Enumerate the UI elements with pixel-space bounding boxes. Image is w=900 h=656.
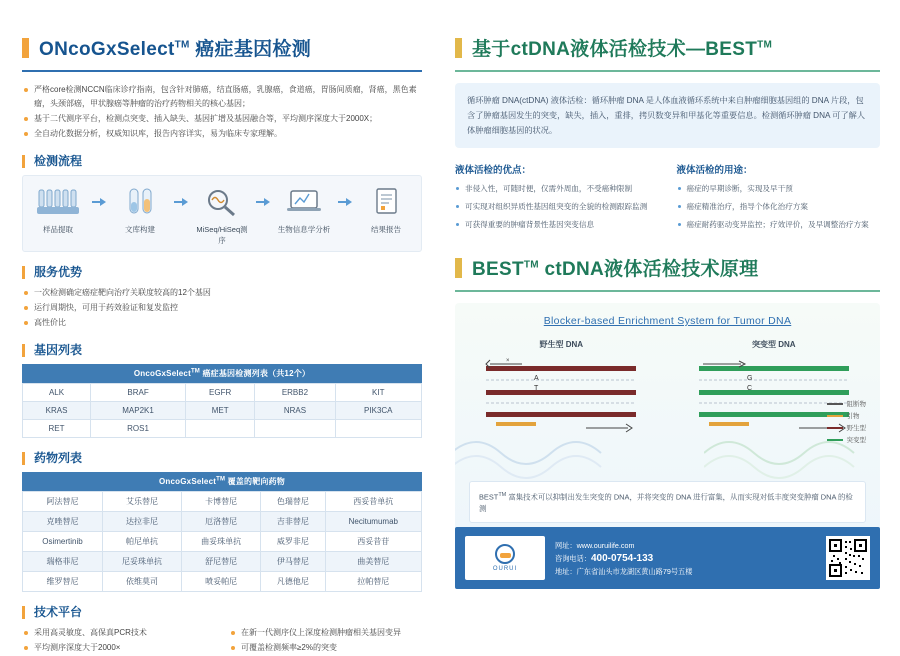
svg-text:A: A bbox=[534, 375, 539, 382]
legend-item-mutant bbox=[827, 435, 867, 444]
svg-text:T: T bbox=[534, 385, 539, 392]
tech-platform-right bbox=[229, 626, 422, 656]
advantages-uses-columns bbox=[455, 162, 880, 236]
intro-bullet-list bbox=[22, 83, 422, 141]
table-row bbox=[23, 384, 422, 402]
table-cell: 舒尼替尼 bbox=[182, 552, 261, 572]
section-title-tech-platform: 技术平台 bbox=[22, 606, 422, 619]
table-cell bbox=[335, 420, 421, 438]
table-cell: RET bbox=[23, 420, 91, 438]
tube-rack-icon bbox=[29, 184, 87, 220]
table-cell: 曲妥珠单抗 bbox=[182, 532, 261, 552]
table-cell: KIT bbox=[335, 384, 421, 402]
list-item: 严格core检测NCCN临床诊疗指南，包含针对肺癌，结直肠癌，乳腺癌，食道癌，胃肠间质瘤，肾癌，黑色素瘤，头颈部癌，甲状腺癌等肿瘤的治疗药物相关的核心基因； bbox=[22, 83, 422, 111]
principle-subtitle: Blocker-based Enrichment System for Tumor DNA bbox=[543, 315, 792, 327]
drug-table-caption bbox=[22, 472, 422, 491]
gene-table-caption-superscript: TM bbox=[190, 368, 201, 375]
legend-item-primer bbox=[827, 411, 867, 420]
legend-item-wildtype bbox=[827, 423, 867, 432]
report-icon bbox=[357, 184, 415, 220]
legend-swatch bbox=[827, 403, 843, 405]
table-cell: 依维莫司 bbox=[102, 572, 181, 592]
table-row bbox=[23, 512, 422, 532]
title-accent-bar-green-2 bbox=[455, 258, 462, 278]
legend-label: 野生型 bbox=[846, 425, 866, 432]
workflow-diagram bbox=[22, 175, 422, 252]
laptop-icon bbox=[275, 184, 333, 220]
principle-note bbox=[469, 481, 866, 523]
website-line bbox=[555, 539, 816, 552]
website-label: 网址： bbox=[555, 540, 577, 550]
table-cell: 拉帕替尼 bbox=[325, 572, 421, 592]
flow-arrow-1 bbox=[91, 184, 107, 220]
sequencer-icon bbox=[193, 184, 251, 220]
wild-type-label: 野生型 DNA bbox=[539, 340, 584, 349]
tech-platform-columns bbox=[22, 626, 422, 656]
table-cell: 西妥昔苷 bbox=[325, 532, 421, 552]
website-value[interactable]: www.ouruilife.com bbox=[576, 540, 635, 550]
service-advantage-list bbox=[22, 286, 422, 330]
table-row bbox=[23, 572, 422, 592]
advantages-list bbox=[455, 182, 659, 231]
tech-left-list bbox=[22, 626, 215, 655]
table-cell: 西妥昔单抗 bbox=[325, 492, 421, 512]
table-cell: 凡德他尼 bbox=[261, 572, 325, 592]
principle-diagram-panel bbox=[455, 303, 880, 535]
list-item: 癌症耐药驱动变异监控；疗效评价，及早调整治疗方案 bbox=[677, 218, 881, 231]
section-title-gene-list: 基因列表 bbox=[22, 344, 422, 357]
flow-step-3 bbox=[193, 184, 251, 246]
table-cell: 喷妥帕尼 bbox=[182, 572, 261, 592]
table-cell bbox=[186, 420, 255, 438]
list-item: 平均测序深度大于2000× bbox=[22, 641, 215, 655]
table-cell: 色瑞替尼 bbox=[261, 492, 325, 512]
flow-step-4 bbox=[275, 184, 333, 235]
principle-note-rest: 富集技术可以抑制出发生突变的 DNA，并将突变的 DNA 进行富集，从而实现对低丰度突变肿瘤 DNA 的检测 bbox=[479, 492, 853, 513]
principle-title-superscript: TM bbox=[523, 259, 539, 271]
list-item: 癌症精准治疗，指导个体化治疗方案 bbox=[677, 200, 881, 213]
drug-table-caption-superscript: TM bbox=[216, 476, 226, 483]
table-cell: KRAS bbox=[23, 402, 91, 420]
drug-table-caption-rest: 覆盖的靶向药物 bbox=[225, 477, 285, 486]
table-cell: 达拉非尼 bbox=[102, 512, 181, 532]
legend-swatch bbox=[827, 427, 843, 429]
logo-text: OURUI bbox=[492, 566, 518, 572]
table-cell: ALK bbox=[23, 384, 91, 402]
table-row bbox=[23, 420, 422, 438]
list-item: 可覆盖检测频率≥2%的突变 bbox=[229, 641, 422, 655]
flow-arrow-3 bbox=[255, 184, 271, 220]
list-item: 一次检测确定癌症靶向治疗关联度较高的12个基因 bbox=[22, 286, 422, 300]
table-cell: 威罗非尼 bbox=[261, 532, 325, 552]
table-cell: 吉非替尼 bbox=[261, 512, 325, 532]
principle-note-prefix: BEST bbox=[479, 492, 499, 501]
footer-contact-bar bbox=[455, 527, 880, 589]
tech-right-list bbox=[229, 626, 422, 655]
left-column bbox=[22, 34, 422, 656]
hotline-line bbox=[555, 552, 816, 565]
table-cell: BRAF bbox=[91, 384, 186, 402]
principle-title-rest: ctDNA液体活检技术原理 bbox=[538, 259, 759, 280]
hotline-label: 咨询电话： bbox=[555, 553, 591, 563]
uses-column bbox=[677, 162, 881, 236]
flow-step-label: 生物信息学分析 bbox=[277, 225, 331, 234]
page-title-principle bbox=[455, 254, 880, 292]
page-title-text: ONcoGxSelect bbox=[39, 39, 175, 60]
address-value: 广东省汕头市龙湖区黄山路79号五楼 bbox=[576, 566, 693, 576]
list-item: 在新一代测序仪上深度检测肿瘤相关基因变异 bbox=[229, 626, 422, 640]
address-label: 地址： bbox=[555, 566, 577, 576]
table-cell: Necitumumab bbox=[325, 512, 421, 532]
table-cell: 尼妥珠单抗 bbox=[102, 552, 181, 572]
flow-step-label: MiSeq/HiSeq测序 bbox=[196, 225, 248, 245]
drug-table bbox=[22, 472, 422, 592]
qr-code bbox=[826, 536, 870, 580]
table-cell: MAP2K1 bbox=[91, 402, 186, 420]
right-column bbox=[455, 34, 880, 535]
wild-type-panel bbox=[474, 339, 649, 447]
table-cell: 维罗替尼 bbox=[23, 572, 103, 592]
list-item: 高性价比 bbox=[22, 316, 422, 330]
list-item: 全自动化数据分析，权威知识库，报告内容详实，易为临床专家理解。 bbox=[22, 127, 422, 141]
flow-step-2 bbox=[111, 184, 169, 235]
best-title-text: 基于ctDNA液体活检技术—BEST bbox=[472, 39, 758, 60]
table-cell bbox=[255, 420, 335, 438]
flow-step-label: 结果报告 bbox=[371, 225, 401, 234]
table-cell: 曲美替尼 bbox=[325, 552, 421, 572]
wild-type-dna-diagram bbox=[476, 356, 646, 442]
list-item: 采用高灵敏度、高保真PCR技术 bbox=[22, 626, 215, 640]
page-title-oncogxselect bbox=[22, 34, 422, 72]
list-item: 可获得重要的肿瘤背景性基因突变信息 bbox=[455, 218, 659, 231]
company-logo bbox=[465, 536, 545, 580]
gene-table bbox=[22, 364, 422, 438]
flow-step-5 bbox=[357, 184, 415, 235]
table-cell: ROS1 bbox=[91, 420, 186, 438]
section-title-drug-list: 药物列表 bbox=[22, 452, 422, 465]
uses-heading: 液体活检的用途： bbox=[676, 165, 753, 176]
table-cell: NRAS bbox=[255, 402, 335, 420]
uses-list bbox=[677, 182, 881, 231]
flow-step-1 bbox=[29, 184, 87, 235]
table-row bbox=[23, 532, 422, 552]
svg-text:C: C bbox=[746, 385, 752, 392]
tech-platform-left bbox=[22, 626, 215, 656]
diagram-legend bbox=[827, 399, 867, 447]
address-line bbox=[555, 565, 816, 578]
advantages-heading: 液体活检的优点： bbox=[455, 165, 532, 176]
svg-text:×: × bbox=[506, 358, 510, 364]
hotline-value: 400-0754-133 bbox=[590, 552, 654, 564]
legend-swatch bbox=[827, 415, 843, 417]
gene-table-caption-rest: 癌症基因检测列表（共12个） bbox=[200, 369, 311, 378]
title-accent-bar bbox=[22, 38, 29, 58]
list-item: 基于二代测序平台，检测点突变、插入缺失、基因扩增及基因融合等，平均测序深度大于2000X； bbox=[22, 112, 422, 126]
logo-mark-icon bbox=[495, 544, 515, 564]
legend-label: 突变型 bbox=[846, 437, 866, 444]
page-title-best bbox=[455, 34, 880, 72]
section-title-workflow: 检测流程 bbox=[22, 155, 422, 168]
flow-step-label: 样品提取 bbox=[43, 225, 73, 234]
table-cell: 卡博替尼 bbox=[182, 492, 261, 512]
svg-text:G: G bbox=[746, 375, 753, 382]
principle-title-text: BEST bbox=[472, 259, 524, 280]
list-item: 非侵入性，可随时便，仅需外周血，不受癌种限制 bbox=[455, 182, 659, 195]
advantages-column bbox=[455, 162, 659, 236]
legend-label: 阻断物 bbox=[846, 401, 866, 408]
table-cell: 伊马替尼 bbox=[261, 552, 325, 572]
table-cell: EGFR bbox=[186, 384, 255, 402]
list-item: 可实现对组织异质性基因组突变的全貌的检测跟踪监测 bbox=[455, 200, 659, 213]
table-cell: 帕尼单抗 bbox=[102, 532, 181, 552]
legend-label: 引物 bbox=[846, 413, 860, 420]
legend-item-blocker bbox=[827, 399, 867, 408]
table-row bbox=[23, 402, 422, 420]
flow-arrow-2 bbox=[173, 184, 189, 220]
best-title-superscript: TM bbox=[757, 39, 773, 51]
page-title-suffix: 癌症基因检测 bbox=[189, 39, 312, 60]
table-cell: MET bbox=[186, 402, 255, 420]
table-row bbox=[23, 492, 422, 512]
table-cell: PIK3CA bbox=[335, 402, 421, 420]
tube-icon bbox=[111, 184, 169, 220]
flow-step-label: 文库构建 bbox=[125, 225, 155, 234]
table-cell: 阿法替尼 bbox=[23, 492, 103, 512]
contact-info bbox=[555, 539, 816, 578]
table-row bbox=[23, 552, 422, 572]
principle-note-superscript: TM bbox=[498, 491, 507, 498]
table-cell: 克唑替尼 bbox=[23, 512, 103, 532]
gene-table-caption bbox=[22, 364, 422, 383]
list-item: 运行周期快，可用于药效验证和复发监控 bbox=[22, 301, 422, 315]
page-title-superscript: TM bbox=[174, 39, 190, 51]
title-accent-bar-green bbox=[455, 38, 462, 58]
flow-arrow-4 bbox=[337, 184, 353, 220]
ctdna-intro-box: 循环肿瘤 DNA(ctDNA) 液体活检：循环肿瘤 DNA 是人体血液循环系统中来自肿瘤细胞基因组的 DNA 片段，包含了肿瘤基因发生的突变，缺失，插入，重排，拷贝数变异和甲基化等重要信息。检测循环肿瘤 DNA 可了解人体肿瘤细胞基因的状况。 bbox=[455, 83, 880, 148]
table-cell: 艾乐替尼 bbox=[102, 492, 181, 512]
table-cell: 瑞格菲尼 bbox=[23, 552, 103, 572]
section-title-service-advantage: 服务优势 bbox=[22, 266, 422, 279]
list-item: 癌症的早期诊断，实现及早干预 bbox=[677, 182, 881, 195]
gene-table-caption-brand: OncoGxSelect bbox=[133, 369, 191, 378]
table-cell: Osimertinib bbox=[23, 532, 103, 552]
drug-table-caption-brand: OncoGxSelect bbox=[159, 477, 217, 486]
dna-columns bbox=[455, 339, 880, 447]
legend-swatch bbox=[827, 439, 843, 441]
table-cell: ERBB2 bbox=[255, 384, 335, 402]
table-cell: 厄洛替尼 bbox=[182, 512, 261, 532]
mutant-type-label: 突变型 DNA bbox=[751, 340, 796, 349]
